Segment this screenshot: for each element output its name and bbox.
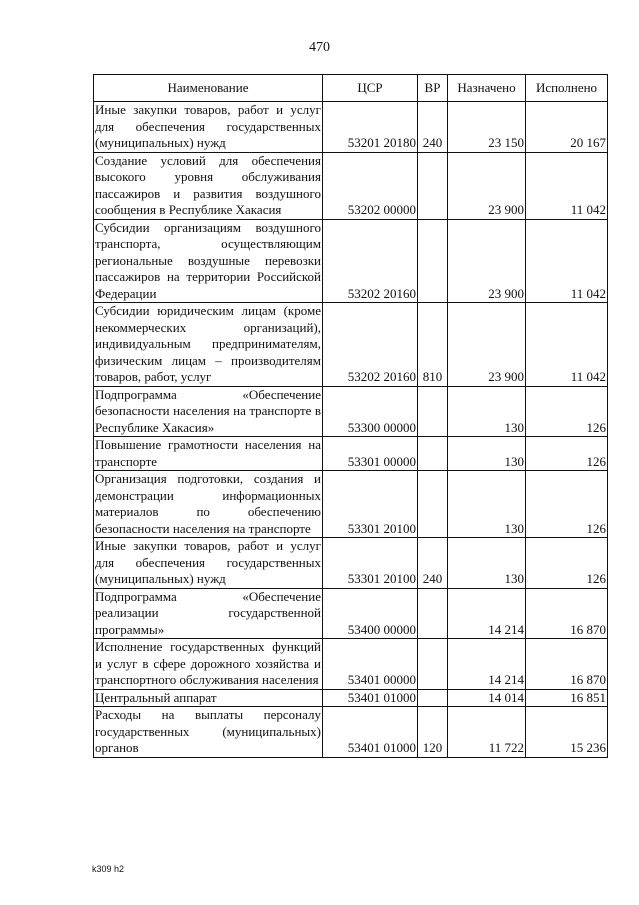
cell-csr: 53301 20100: [323, 471, 418, 538]
cell-assigned: 23 900: [448, 152, 526, 219]
cell-assigned: 14 014: [448, 689, 526, 707]
cell-csr: 53300 00000: [323, 386, 418, 437]
cell-csr: 53301 00000: [323, 437, 418, 471]
cell-executed: 126: [526, 386, 608, 437]
cell-vr: 240: [418, 102, 448, 153]
cell-assigned: 11 722: [448, 707, 526, 758]
table-body: [94, 102, 608, 758]
cell-vr: [418, 152, 448, 219]
table-row: [94, 303, 608, 387]
cell-csr: 53201 20180: [323, 102, 418, 153]
cell-executed: 16 870: [526, 588, 608, 639]
cell-name: Субсидии организациям воздушного транспорта, осуществляющим региональные воздушные перевозки пассажиров на территории Российской Федерации: [95, 219, 321, 301]
header-executed: Исполнено: [526, 75, 608, 102]
header-csr: ЦСР: [323, 75, 418, 102]
cell-vr: 240: [418, 538, 448, 589]
cell-vr: 120: [418, 707, 448, 758]
cell-executed: 11 042: [526, 152, 608, 219]
cell-csr: 53401 01000: [323, 707, 418, 758]
cell-csr: 53202 20160: [323, 303, 418, 387]
header-assigned: Назначено: [448, 75, 526, 102]
cell-name: Иные закупки товаров, работ и услуг для обеспечения государственных (муниципальных) нужд: [95, 102, 321, 150]
cell-name: Подпрограмма «Обеспечение реализации государственной программы»: [95, 588, 321, 637]
footer-code: k309 h2: [92, 864, 125, 874]
table-row: [94, 707, 608, 758]
cell-csr: 53401 00000: [323, 639, 418, 690]
cell-vr: [418, 471, 448, 538]
cell-executed: 20 167: [526, 102, 608, 153]
cell-assigned: 14 214: [448, 639, 526, 690]
cell-csr: 53400 00000: [323, 588, 418, 639]
cell-assigned: 130: [448, 471, 526, 538]
cell-assigned: 23 150: [448, 102, 526, 153]
cell-executed: 16 851: [526, 689, 608, 707]
cell-name: Создание условий для обеспечения высокого уровня обслуживания пассажиров и развития воздушного сообщения в Республике Хакасия: [95, 152, 321, 217]
cell-vr: [418, 588, 448, 639]
header-name: Наименование: [94, 75, 323, 102]
cell-vr: [418, 689, 448, 707]
cell-assigned: 130: [448, 437, 526, 471]
cell-csr: 53202 00000: [323, 152, 418, 219]
table-row: [94, 219, 608, 303]
cell-vr: [418, 386, 448, 437]
table-row: [94, 152, 608, 219]
budget-table: [93, 74, 608, 758]
cell-name: Подпрограмма «Обеспечение безопасности населения на транспорте в Республике Хакасия»: [95, 386, 321, 435]
cell-assigned: 23 900: [448, 303, 526, 387]
cell-vr: 810: [418, 303, 448, 387]
table-row: [94, 588, 608, 639]
cell-vr: [418, 639, 448, 690]
cell-executed: 126: [526, 437, 608, 471]
cell-executed: 15 236: [526, 707, 608, 758]
page-number: 470: [309, 40, 330, 55]
cell-csr: 53401 01000: [323, 689, 418, 707]
cell-executed: 126: [526, 471, 608, 538]
cell-name: Иные закупки товаров, работ и услуг для обеспечения государственных (муниципальных) нужд: [95, 538, 321, 586]
cell-executed: 11 042: [526, 219, 608, 303]
table-row: [94, 471, 608, 538]
cell-name: Субсидии юридическим лицам (кроме некоммерческих организаций), индивидуальным предпринимателям, физическим лицам – производителям товаров, работ, услуг: [95, 303, 321, 384]
cell-executed: 126: [526, 538, 608, 589]
cell-csr: 53202 20160: [323, 219, 418, 303]
table-row: [94, 538, 608, 589]
header-vr: ВР: [418, 75, 448, 102]
table-row: [94, 689, 608, 707]
cell-vr: [418, 437, 448, 471]
table-row: [94, 639, 608, 690]
table-row: [94, 437, 608, 471]
cell-vr: [418, 219, 448, 303]
cell-name: Расходы на выплаты персоналу государственных (муниципальных) органов: [95, 707, 321, 755]
table-row: [94, 386, 608, 437]
cell-assigned: 130: [448, 386, 526, 437]
table-header-row: [94, 75, 608, 102]
cell-assigned: 14 214: [448, 588, 526, 639]
cell-executed: 16 870: [526, 639, 608, 690]
cell-name: Исполнение государственных функций и услуг в сфере дорожного хозяйства и транспортного обслуживания населения: [95, 639, 321, 687]
cell-name: Центральный аппарат: [94, 689, 323, 707]
cell-assigned: 23 900: [448, 219, 526, 303]
table-row: [94, 102, 608, 153]
cell-executed: 11 042: [526, 303, 608, 387]
cell-name: Организация подготовки, создания и демонстрации информационных материалов по обеспечению безопасности населения на транспорте: [95, 471, 321, 536]
cell-csr: 53301 20100: [323, 538, 418, 589]
cell-name: Повышение грамотности населения на транспорте: [95, 437, 321, 469]
cell-assigned: 130: [448, 538, 526, 589]
